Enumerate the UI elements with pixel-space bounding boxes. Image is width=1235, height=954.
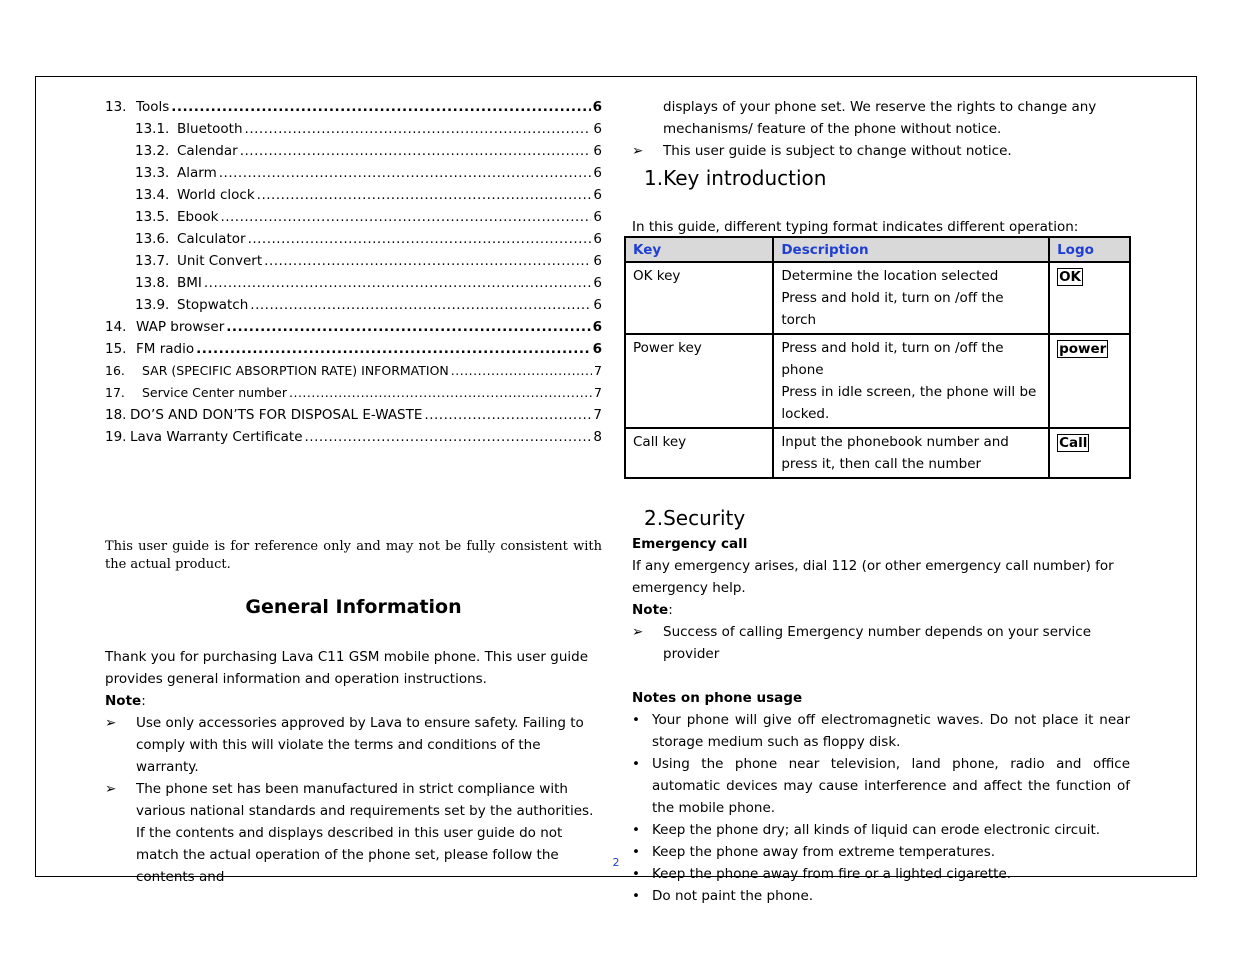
description-cell — [773, 428, 1049, 478]
security-heading: 2.Security — [644, 506, 746, 530]
toc-title: SAR (SPECIFIC ABSORPTION RATE) INFORMATION — [142, 363, 449, 378]
toc-number: 13.6. — [135, 231, 170, 247]
toc-leader — [451, 360, 592, 382]
toc-number: 19. — [105, 429, 127, 445]
toc-page: 6 — [593, 275, 602, 291]
toc-leader — [250, 294, 591, 316]
toc-page: 6 — [592, 99, 602, 115]
disclaimer-text: This user guide is for reference only and may not be fully consistent with the actual product. — [105, 539, 602, 572]
toc-title: Bluetooth — [177, 121, 243, 137]
list-item-text: Success of calling Emergency number depends on your service provider — [663, 624, 1092, 662]
toc-page: 6 — [593, 143, 602, 159]
table-intro-text: In this guide, different typing format indicates different operation: — [632, 219, 1079, 235]
table-row — [625, 428, 1130, 478]
toc-entry[interactable] — [105, 206, 602, 228]
logo-cell — [1049, 334, 1130, 428]
toc-entry[interactable] — [105, 382, 602, 404]
arrow-bullet-icon: ➢ — [105, 715, 117, 731]
toc-number: 13.3. — [135, 165, 170, 181]
toc-leader — [240, 140, 592, 162]
continued-text: displays of your phone set. We reserve the rights to change any mechanisms/ feature of the phone without notice. — [663, 99, 1097, 137]
list-item — [632, 140, 1130, 162]
toc-entry[interactable] — [105, 118, 602, 140]
toc-number: 16. — [105, 363, 125, 378]
logo-cell — [1049, 428, 1130, 478]
bullet-dot-icon: • — [632, 888, 640, 904]
list-item — [632, 621, 1130, 665]
note-line: Note: — [632, 602, 673, 618]
list-item — [105, 712, 602, 778]
toc-entry[interactable] — [105, 426, 602, 448]
toc-page: 6 — [593, 297, 602, 313]
list-item — [632, 753, 1130, 819]
list-item-text: Keep the phone away from fire or a lighted cigarette. — [652, 866, 1012, 882]
list-item — [632, 819, 1130, 841]
arrow-bullet-icon: ➢ — [632, 624, 644, 640]
toc-entry[interactable] — [105, 184, 602, 206]
logo-cell — [1049, 262, 1130, 334]
key-cell: OK key — [625, 262, 773, 334]
toc-title: World clock — [177, 187, 255, 203]
toc-leader — [245, 118, 592, 140]
toc-page: 7 — [594, 385, 602, 400]
description-line: Press and hold it, turn on /off the phone — [781, 340, 1004, 378]
toc-title: Service Center number — [142, 385, 288, 400]
toc-page: 7 — [593, 407, 602, 423]
toc-page: 6 — [593, 209, 602, 225]
toc-number: 18. — [105, 407, 127, 423]
toc-entry[interactable] — [105, 338, 602, 360]
right-column — [632, 96, 1130, 907]
toc-leader — [248, 228, 592, 250]
list-item-text: The phone set has been manufactured in strict compliance with various national standards and requirements set by the authorities. If the contents and displays described in this user guide do not match the actual operation of the phone set, please follow the contents and — [136, 781, 594, 885]
description-line: Determine the location selected — [781, 268, 999, 284]
list-item-text: Using the phone near television, land phone, radio and office automatic devices may cause interference and affect the function of the mobile phone. — [652, 756, 1130, 816]
list-item — [632, 885, 1130, 907]
list-item-text: Do not paint the phone. — [652, 888, 814, 904]
bullet-dot-icon: • — [632, 756, 640, 772]
description-line: Press in idle screen, the phone will be locked. — [781, 384, 1037, 422]
bullet-dot-icon: • — [632, 712, 640, 728]
toc-leader — [171, 96, 590, 118]
intro-paragraph: Thank you for purchasing Lava C11 GSM mobile phone. This user guide provides general information and operation instructions. — [105, 649, 589, 687]
toc-title: FM radio — [136, 341, 195, 357]
list-item-text: Keep the phone away from extreme temperatures. — [652, 844, 996, 860]
key-table — [624, 236, 1131, 479]
note-line: Note: — [105, 693, 146, 709]
toc-number: 13.5. — [135, 209, 170, 225]
toc-page: 6 — [593, 253, 602, 269]
phone-usage-title: Notes on phone usage — [632, 690, 803, 706]
description-cell — [773, 262, 1049, 334]
toc-page: 6 — [592, 341, 602, 357]
toc-leader — [305, 426, 592, 448]
note-label: Note — [105, 693, 142, 709]
description-line: Input the phonebook number and press it, then call the number — [781, 434, 1009, 472]
toc-page: 6 — [593, 121, 602, 137]
list-item-text: Use only accessories approved by Lava to ensure safety. Failing to comply with this will violate the terms and conditions of the warranty. — [136, 715, 584, 775]
toc-number: 13.2. — [135, 143, 170, 159]
toc-number: 13.9. — [135, 297, 170, 313]
toc-title: BMI — [177, 275, 202, 291]
arrow-bullet-icon: ➢ — [105, 781, 117, 797]
toc-number: 13.1. — [135, 121, 170, 137]
list-item — [632, 709, 1130, 753]
list-item-text: Your phone will give off electromagnetic waves. Do not place it near storage medium such as floppy disk. — [652, 712, 1130, 750]
toc-title: DO’S AND DON’TS FOR DISPOSAL E-WASTE — [130, 407, 423, 423]
toc-page: 6 — [593, 187, 602, 203]
toc-title: Ebook — [177, 209, 219, 225]
toc-leader — [219, 162, 592, 184]
toc-title: Unit Convert — [177, 253, 263, 269]
toc-leader — [220, 206, 591, 228]
toc-entry[interactable] — [105, 316, 602, 338]
bullet-dot-icon: • — [632, 844, 640, 860]
key-cell: Power key — [625, 334, 773, 428]
toc-leader — [257, 184, 592, 206]
toc-leader — [424, 404, 591, 426]
list-item — [632, 841, 1130, 863]
emergency-call-title: Emergency call — [632, 536, 748, 552]
list-item — [632, 863, 1130, 885]
toc-page: 7 — [594, 363, 602, 378]
description-line: Press and hold it, turn on /off the torch — [781, 290, 1004, 328]
list-item — [105, 778, 602, 888]
table-header-row — [625, 237, 1130, 262]
general-information-body — [105, 646, 602, 888]
ok-key-logo: OK — [1059, 269, 1082, 285]
toc-page: 6 — [593, 165, 602, 181]
toc-entry[interactable] — [105, 140, 602, 162]
toc-number: 13.7. — [135, 253, 170, 269]
column-header: Key — [625, 237, 773, 262]
toc-page: 6 — [593, 231, 602, 247]
list-item-text: Keep the phone dry; all kinds of liquid can erode electronic circuit. — [652, 822, 1101, 838]
note-label: Note — [632, 602, 669, 618]
call-key-logo: Call — [1059, 435, 1088, 451]
power-key-logo: power — [1059, 341, 1107, 357]
list-item-text: This user guide is subject to change without notice. — [663, 143, 1012, 159]
toc-title: Calendar — [177, 143, 238, 159]
toc-entry[interactable] — [105, 250, 602, 272]
toc-number: 13.8. — [135, 275, 170, 291]
toc-leader — [289, 382, 592, 404]
column-header: Logo — [1049, 237, 1130, 262]
column-header: Description — [773, 237, 1049, 262]
bullet-dot-icon: • — [632, 822, 640, 838]
toc-title: Tools — [136, 99, 170, 115]
toc-number: 13.4. — [135, 187, 170, 203]
table-row — [625, 334, 1130, 428]
toc-page: 6 — [592, 319, 602, 335]
table-row — [625, 262, 1130, 334]
key-introduction-heading: 1.Key introduction — [644, 166, 827, 190]
toc-page: 8 — [593, 429, 602, 445]
toc-number: 14. — [105, 319, 127, 335]
general-information-title: General Information — [245, 596, 462, 618]
key-cell: Call key — [625, 428, 773, 478]
toc-entry[interactable] — [105, 404, 602, 426]
toc-entry[interactable] — [105, 294, 602, 316]
toc-entry[interactable] — [105, 272, 602, 294]
toc-leader — [196, 338, 590, 360]
toc-title: Alarm — [177, 165, 217, 181]
toc-entry[interactable] — [105, 228, 602, 250]
description-cell — [773, 334, 1049, 428]
toc-entry[interactable] — [105, 96, 602, 118]
toc-number: 15. — [105, 341, 127, 357]
toc-title: Lava Warranty Certificate — [130, 429, 303, 445]
toc-entry[interactable] — [105, 360, 602, 382]
bullet-dot-icon: • — [632, 866, 640, 882]
toc-title: Calculator — [177, 231, 246, 247]
page-number: 2 — [612, 856, 620, 869]
toc-number: 17. — [105, 385, 125, 400]
toc-title: WAP browser — [136, 319, 225, 335]
toc-number: 13. — [105, 99, 127, 115]
emergency-call-text: If any emergency arises, dial 112 (or other emergency call number) for emergency help. — [632, 558, 1114, 596]
toc-entry[interactable] — [105, 162, 602, 184]
toc-leader — [226, 316, 590, 338]
toc-title: Stopwatch — [177, 297, 249, 313]
table-of-contents — [105, 96, 602, 448]
toc-leader — [204, 272, 592, 294]
toc-leader — [264, 250, 591, 272]
arrow-bullet-icon: ➢ — [632, 143, 644, 159]
